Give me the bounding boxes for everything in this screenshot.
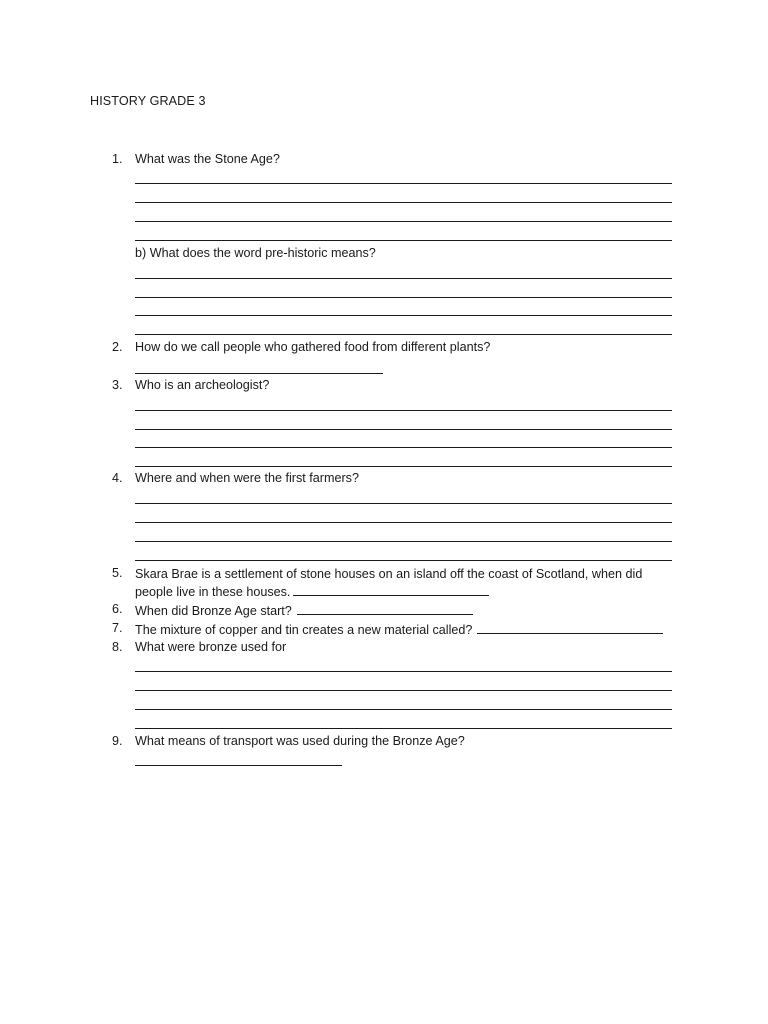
question-number-5: 5.	[112, 566, 123, 580]
question-8-text: What were bronze used for	[135, 640, 287, 654]
answer-line[interactable]	[135, 709, 672, 710]
answer-line-short[interactable]	[135, 373, 383, 374]
answer-line[interactable]	[135, 297, 672, 298]
question-5-block	[135, 565, 655, 601]
question-1b-text: b) What does the word pre-historic means?	[135, 246, 376, 260]
page-title: HISTORY GRADE 3	[90, 94, 206, 108]
question-2-text: How do we call people who gathered food from different plants?	[135, 340, 491, 354]
answer-line[interactable]	[135, 503, 672, 504]
question-number-6: 6.	[112, 602, 123, 616]
question-number-4: 4.	[112, 471, 123, 485]
question-number-7: 7.	[112, 621, 123, 635]
answer-blank[interactable]	[293, 583, 489, 596]
answer-line[interactable]	[135, 221, 672, 222]
question-1-text: What was the Stone Age?	[135, 152, 280, 166]
answer-blank[interactable]	[297, 602, 473, 615]
question-number-2: 2.	[112, 340, 123, 354]
question-9-text: What means of transport was used during the Bronze Age?	[135, 734, 465, 748]
answer-line[interactable]	[135, 240, 672, 241]
question-3-text: Who is an archeologist?	[135, 378, 270, 392]
answer-line[interactable]	[135, 202, 672, 203]
answer-line[interactable]	[135, 560, 672, 561]
question-6-text: When did Bronze Age start?	[135, 604, 292, 618]
answer-line[interactable]	[135, 541, 672, 542]
answer-line[interactable]	[135, 429, 672, 430]
question-6-block	[135, 602, 473, 618]
answer-line[interactable]	[135, 334, 672, 335]
answer-line[interactable]	[135, 671, 672, 672]
answer-line[interactable]	[135, 278, 672, 279]
question-number-8: 8.	[112, 640, 123, 654]
answer-line[interactable]	[135, 690, 672, 691]
answer-blank[interactable]	[477, 621, 663, 634]
question-5-text: Skara Brae is a settlement of stone houses on an island off the coast of Scotland, when did people live in these houses.	[135, 567, 643, 599]
question-number-1: 1.	[112, 152, 123, 166]
answer-line-short[interactable]	[135, 765, 342, 766]
answer-line[interactable]	[135, 466, 672, 467]
question-number-9: 9.	[112, 734, 123, 748]
answer-line[interactable]	[135, 522, 672, 523]
answer-line[interactable]	[135, 410, 672, 411]
answer-line[interactable]	[135, 315, 672, 316]
answer-line[interactable]	[135, 728, 672, 729]
question-7-block	[135, 621, 663, 637]
answer-line[interactable]	[135, 183, 672, 184]
question-number-3: 3.	[112, 378, 123, 392]
answer-line[interactable]	[135, 447, 672, 448]
question-7-text: The mixture of copper and tin creates a new material called?	[135, 623, 473, 637]
question-4-text: Where and when were the first farmers?	[135, 471, 359, 485]
